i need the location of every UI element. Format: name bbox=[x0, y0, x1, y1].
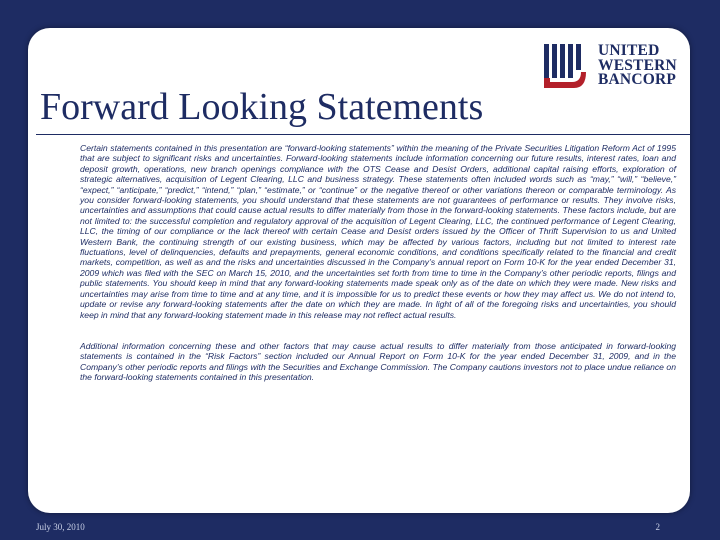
logo-line1: UNITED bbox=[598, 42, 660, 59]
statement-body bbox=[80, 143, 676, 383]
company-logo bbox=[542, 42, 690, 90]
logo-wordmark bbox=[598, 44, 677, 88]
footer-date: July 30, 2010 bbox=[36, 522, 85, 532]
logo-line3: BANCORP bbox=[598, 71, 677, 88]
slide-card bbox=[28, 28, 690, 532]
slide-title: Forward Looking Statements bbox=[40, 86, 484, 128]
logo-mark-icon bbox=[542, 42, 592, 90]
statement-paragraph-2: Additional information concerning these and other factors that may cause actual results to differ materially from those anticipated in forward-looking statements is contained in the “Risk Factors” section included our Annual Report on Form 10-K for the year ended December 31, 2009, and in the Company’s other periodic reports and filings with the Securities and Exchange Commission. The Company cautions investors not to place undue reliance on the forward-looking statements contained in this presentation. bbox=[80, 340, 676, 383]
page-number: 2 bbox=[655, 522, 660, 532]
title-divider bbox=[36, 134, 690, 135]
logo-line2: WESTERN bbox=[598, 56, 677, 74]
statement-paragraph-1: Certain statements contained in this presentation are “forward-looking statements” within the meaning of the Private Securities Litigation Reform Act of 1995 that are subject to significant risks and uncertainties. Forward-looking statements include information concerning our future results, interest rates, loan and deposit growth, operations, new branch openings compliance with the OTS Cease and Desist Orders, additional capital raising efforts, exploration of strategic alternatives, acquisition of Legent Clearing, LLC and business strategy. These statements often included words such as “may,” “will,” “believe,” “expect,” “anticipate,” “predict,” “intend,” “plan,” “estimate,” or “continue” or the negative thereof or other variations thereon or comparable terminology. As you consider forward-looking statements, you should understand that these statements are not guarantees of performance or results. They involve risks, uncertainties and assumptions that could cause actual results to differ materially from those in the forward-looking statements. These factors include, but are not limited to: the successful completion and regulatory approval of the acquisition of Legent Clearing, LLC, the continued performance of Legent Clearing, LLC, the timing of our compliance or the lack thereof with certain Cease and Desist orders issued by the Officer of Thrift Supervision to us and United Western Bank, the continuing strength of our existing business, which may be affected by various factors, including but not limited to interest rate fluctuations, level of delinquencies, defaults and prepayments, general economic conditions, and conditions specifically related to the financial and credit markets, competition, as well as and the risks and uncertainties discussed in the Company’s annual report on Form 10-K for the year ended December 31, 2009 which was filed with the SEC on March 15, 2010, and the uncertainties set forth from time to time in the Company’s other periodic reports, filings and public statements. You should keep in mind that any forward-looking statements made speak only as of the date on which they were made. New risks and uncertainties may arise from time to time and at any time, and it is impossible for us to predict these events or how they may affect us. We do not intend to, update or revise any forward-looking statements after the date on which they are made. In light of all of the foregoing risks and uncertainties, you should keep in mind that any forward-looking statement made in this release may not reflect actual results. bbox=[80, 143, 676, 320]
